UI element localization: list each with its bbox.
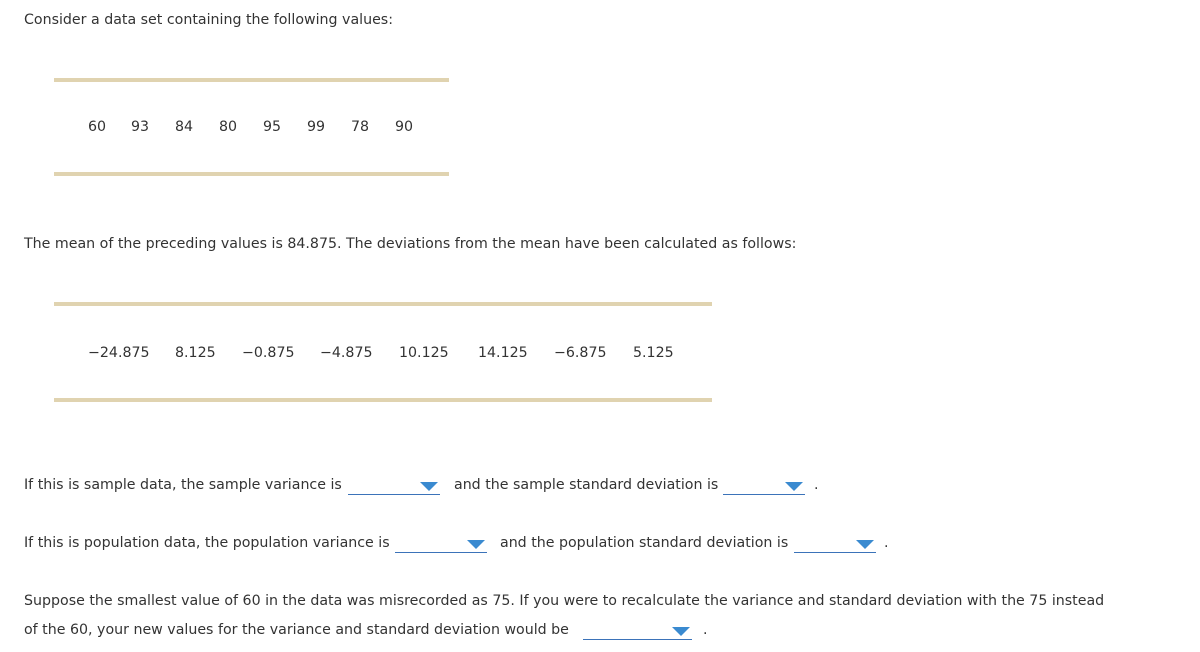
- deviations-bottom-rule: [54, 398, 712, 402]
- recalc-line-2: of the 60, your new values for the variance and standard deviation would be: [24, 622, 569, 638]
- chevron-down-icon: [420, 482, 438, 491]
- sample-variance-dropdown[interactable]: [348, 476, 440, 495]
- deviation-cell: 14.125: [478, 345, 528, 361]
- sample-middle: and the sample standard deviation is: [454, 477, 719, 493]
- chevron-down-icon: [785, 482, 803, 491]
- value-cell: 99: [307, 119, 326, 135]
- recalc-dropdown[interactable]: [583, 621, 692, 640]
- value-cell: 90: [395, 119, 414, 135]
- value-cell: 93: [131, 119, 150, 135]
- table-bottom-rule: [54, 172, 449, 176]
- population-suffix: .: [884, 535, 889, 551]
- recalc-line-1: Suppose the smallest value of 60 in the data was misrecorded as 75. If you were to recalculate the variance and standard deviation with the 75 instead: [24, 593, 1105, 609]
- mean-sentence: The mean of the preceding values is 84.875. The deviations from the mean have been calculated as follows:: [24, 236, 797, 252]
- sample-prefix: If this is sample data, the sample variance is: [24, 477, 342, 493]
- population-variance-dropdown[interactable]: [395, 534, 487, 553]
- deviation-cell: 10.125: [399, 345, 449, 361]
- population-middle: and the population standard deviation is: [500, 535, 789, 551]
- chevron-down-icon: [467, 540, 485, 549]
- chevron-down-icon: [856, 540, 874, 549]
- sample-suffix: .: [814, 477, 819, 493]
- value-cell: 78: [351, 119, 370, 135]
- recalc-suffix: .: [703, 622, 708, 638]
- population-prefix: If this is population data, the population variance is: [24, 535, 390, 551]
- population-sd-dropdown[interactable]: [794, 534, 876, 553]
- deviation-cell: −6.875: [554, 345, 607, 361]
- deviation-cell: −4.875: [320, 345, 373, 361]
- deviation-cell: −24.875: [88, 345, 150, 361]
- deviation-cell: 5.125: [633, 345, 674, 361]
- sample-sd-dropdown[interactable]: [723, 476, 805, 495]
- value-cell: 95: [263, 119, 282, 135]
- value-cell: 84: [175, 119, 194, 135]
- chevron-down-icon: [672, 627, 690, 636]
- deviations-top-rule: [54, 302, 712, 306]
- deviation-cell: 8.125: [175, 345, 216, 361]
- value-cell: 80: [219, 119, 238, 135]
- table-top-rule: [54, 78, 449, 82]
- value-cell: 60: [88, 119, 107, 135]
- deviation-cell: −0.875: [242, 345, 295, 361]
- intro-text: Consider a data set containing the following values:: [24, 12, 393, 28]
